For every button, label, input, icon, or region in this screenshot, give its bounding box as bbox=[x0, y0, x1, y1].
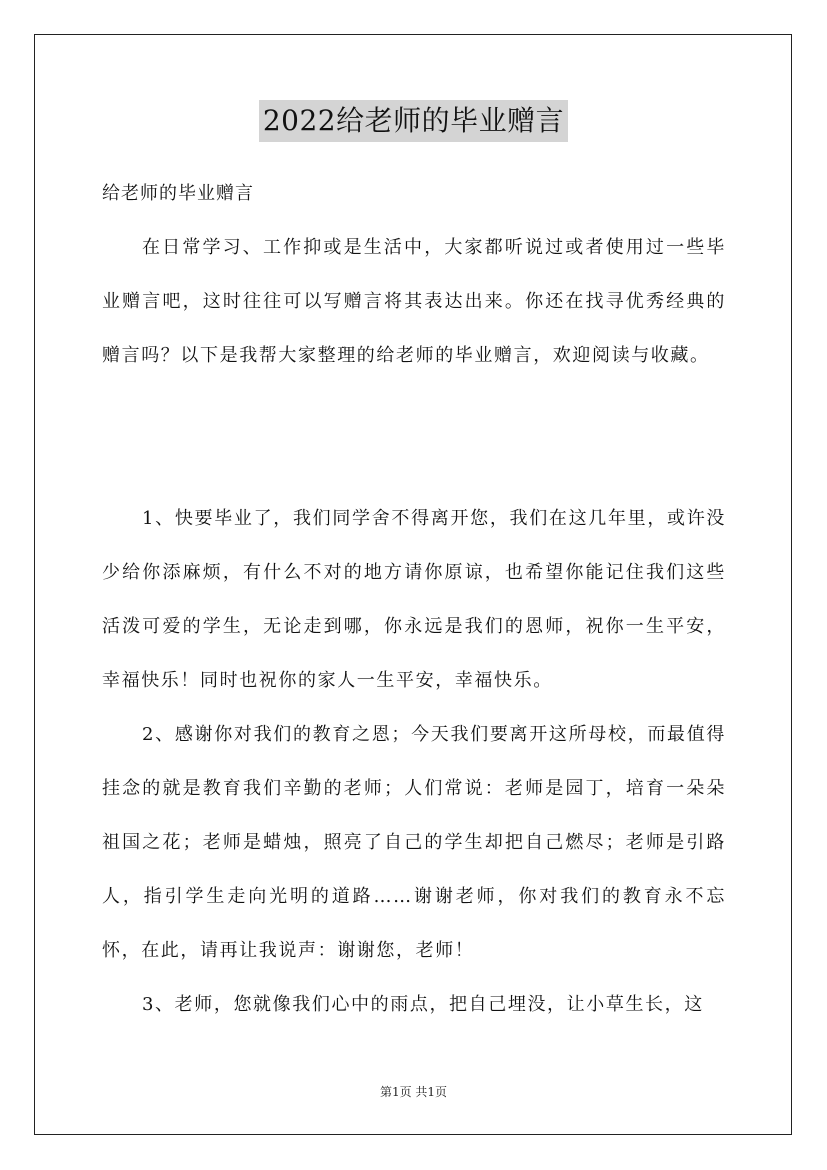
intro-paragraph: 在日常学习、工作抑或是生活中，大家都听说过或者使用过一些毕业赠言吧，这时往往可以写赠言将其表达出来。你还在找寻优秀经典的赠言吗？以下是我帮大家整理的给老师的毕业赠言，欢迎阅读与收藏。 bbox=[102, 237, 726, 366]
page-footer: 第1页 共1页 bbox=[379, 1085, 448, 1099]
greeting-paragraph-2: 2、感谢你对我们的教育之恩；今天我们要离开这所母校，而最值得挂念的就是教育我们辛勤的老师；人们常说：老师是园丁，培育一朵朵祖国之花；老师是蜡烛，照亮了自己的学生却把自己燃尽；老师是引路人，指引学生走向光明的道路……谢谢老师，你对我们的教育永不忘怀，在此，请再让我说声：谢谢您，老师！ bbox=[102, 724, 726, 961]
document-subtitle: 给老师的毕业赠言 bbox=[102, 183, 254, 204]
document-title: 2022给老师的毕业赠言 bbox=[259, 100, 568, 142]
greeting-paragraph-1: 1、快要毕业了，我们同学舍不得离开您，我们在这几年里，或许没少给你添麻烦，有什么不对的地方请你原谅，也希望你能记住我们这些活泼可爱的学生，无论走到哪，你永远是我们的恩师，祝你一生平安，幸福快乐！同时也祝你的家人一生平安，幸福快乐。 bbox=[102, 508, 726, 691]
title-container bbox=[0, 100, 827, 142]
greeting-paragraph-3: 3、老师，您就像我们心中的雨点，把自己埋没，让小草生长，这 bbox=[142, 994, 704, 1015]
